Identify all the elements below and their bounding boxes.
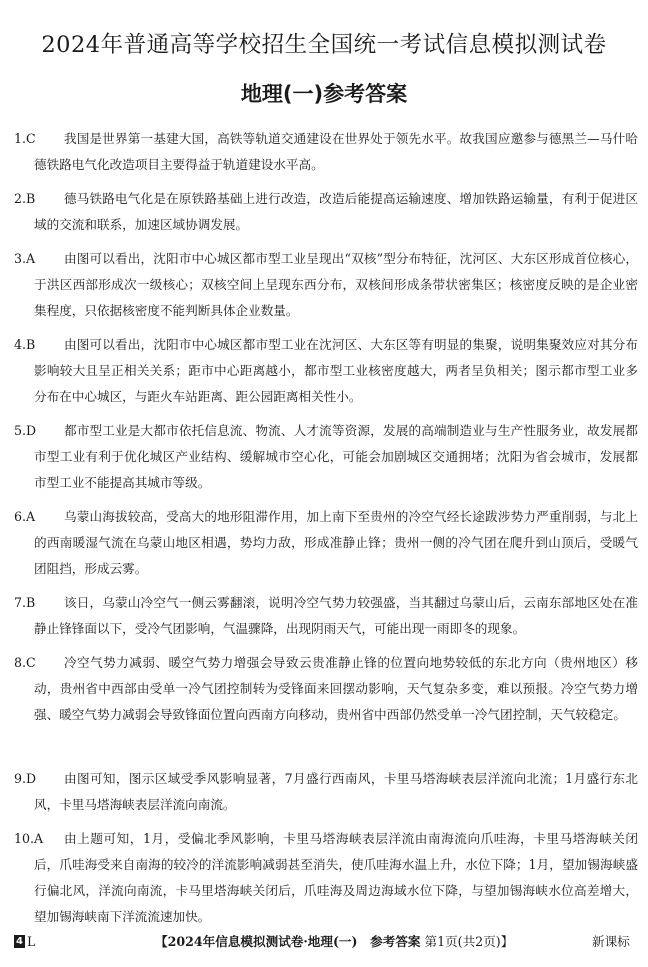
answer-explanation: 由图可以看出，沈阳市中心城区都市型工业在沈河区、大东区等有明显的集聚，说明集聚效应对其分布影响较大且呈正相关关系；距市中心距离越小，都市型工业核密度越大，两者呈负相关；图示都市型工业多分布在中心城区，与距火车站距离、距公园距离相关性小。 [34, 337, 638, 404]
footer-caption [155, 930, 513, 954]
answer-item-7 [14, 590, 638, 642]
answer-number: 2.B [14, 191, 36, 206]
answer-number: 7.B [14, 595, 36, 610]
answer-item-3 [14, 246, 638, 324]
answer-explanation: 由图可知，图示区域受季风影响显著，7月盛行西南风，卡里马塔海峡表层洋流向北流；1月盛行东北风，卡里马塔海峡表层洋流向南流。 [34, 771, 638, 812]
answer-item-8 [14, 650, 638, 728]
footer-curriculum-label: 新课标 [592, 934, 630, 949]
answer-explanation: 冷空气势力减弱、暖空气势力增强会导致云贵准静止锋的位置向地势较低的东北方向（贵州地区）移动，贵州省中西部由受单一冷气团控制转为受锋面来回摆动影响，天气复杂多变，难以预报。冷空气势力增强、暖空气势力减弱会导致锋面位置向西南方向移动，贵州省中西部仍然受单一冷气团控制，天气较稳定。 [34, 655, 638, 722]
footer-badge: 4 [14, 935, 25, 948]
answer-item-10 [14, 826, 638, 930]
answer-item-2 [14, 186, 638, 238]
footer-exam-name: 【2024年信息模拟测试卷·地理(一) 参考答案 [155, 934, 421, 949]
answer-item-4 [14, 332, 638, 410]
answer-explanation: 乌蒙山海拔较高，受高大的地形阻滞作用，加上南下至贵州的冷空气经长途跋涉势力严重削弱，与北上的西南暖湿气流在乌蒙山地区相遇，势均力敌，形成准静止锋；贵州一侧的冷气团在爬升到山顶后，受暖气团阻挡，形成云雾。 [34, 509, 638, 576]
answer-explanation: 由上题可知，1月，受偏北季风影响，卡里马塔海峡表层洋流由南海流向爪哇海，卡里马塔海峡关闭后，爪哇海受来自南海的较冷的洋流影响减弱甚至消失，使爪哇海水温上升，水位下降；1月，望加锡海峡盛行偏北风，洋流向南流，卡马里塔海峡关闭后，爪哇海及周边海域水位下降，与望加锡海峡水位高差增大，望加锡海峡南下洋流流速加快。 [34, 831, 638, 924]
answer-number: 10.A [14, 831, 44, 846]
answer-number: 5.D [14, 423, 37, 438]
answer-number: 3.A [14, 251, 36, 266]
answer-item-6 [14, 504, 638, 582]
answer-number: 9.D [14, 771, 37, 786]
footer-badge-suffix: L [27, 934, 36, 949]
footer-page-number: 第1页(共2页)】 [424, 934, 514, 949]
exam-title: 2024年普通高等学校招生全国统一考试信息模拟测试卷 [41, 32, 607, 58]
answer-explanation: 我国是世界第一基建大国，高铁等轨道交通建设在世界处于领先水平。故我国应邀参与德黑兰—马什哈德铁路电气化改造项目主要得益于轨道建设水平高。 [34, 131, 638, 172]
answer-item-5 [14, 418, 638, 496]
answer-explanation: 德马铁路电气化是在原铁路基础上进行改造，改造后能提高运输速度、增加铁路运输量，有利于促进区域的交流和联系，加速区域协调发展。 [34, 191, 638, 232]
answer-item-1 [14, 126, 638, 178]
page-footer [0, 930, 648, 954]
answer-item-9 [14, 766, 638, 818]
answer-number: 8.C [14, 655, 36, 670]
answer-explanation: 都市型工业是大都市依托信息流、物流、人才流等资源，发展的高端制造业与生产性服务业，故发展都市型工业有利于优化城区产业结构、缓解城市空心化，可能会加剧城区交通拥堵；沈阳为省会城市，发展都市型工业不能提高其城市等级。 [34, 423, 638, 490]
answer-explanation: 由图可以看出，沈阳市中心城区都市型工业呈现出“双核”型分布特征，沈河区、大东区形成首位核心，于洪区西部形成次一级核心；双核空间上呈现东西分布，双核间形成条带状密集区；核密度反映的是企业密集程度，只依据核密度不能判断具体企业数量。 [34, 251, 638, 318]
answer-explanation: 该日，乌蒙山冷空气一侧云雾翻滚，说明冷空气势力较强盛，当其翻过乌蒙山后，云南东部地区处在准静止锋锋面以下，受冷气团影响，气温骤降，出现阴雨天气，可能出现一雨即冬的现象。 [34, 595, 638, 636]
answer-number: 4.B [14, 337, 36, 352]
answer-number: 6.A [14, 509, 36, 524]
answer-number: 1.C [14, 131, 36, 146]
answer-key-subtitle: 地理(一)参考答案 [240, 82, 408, 106]
